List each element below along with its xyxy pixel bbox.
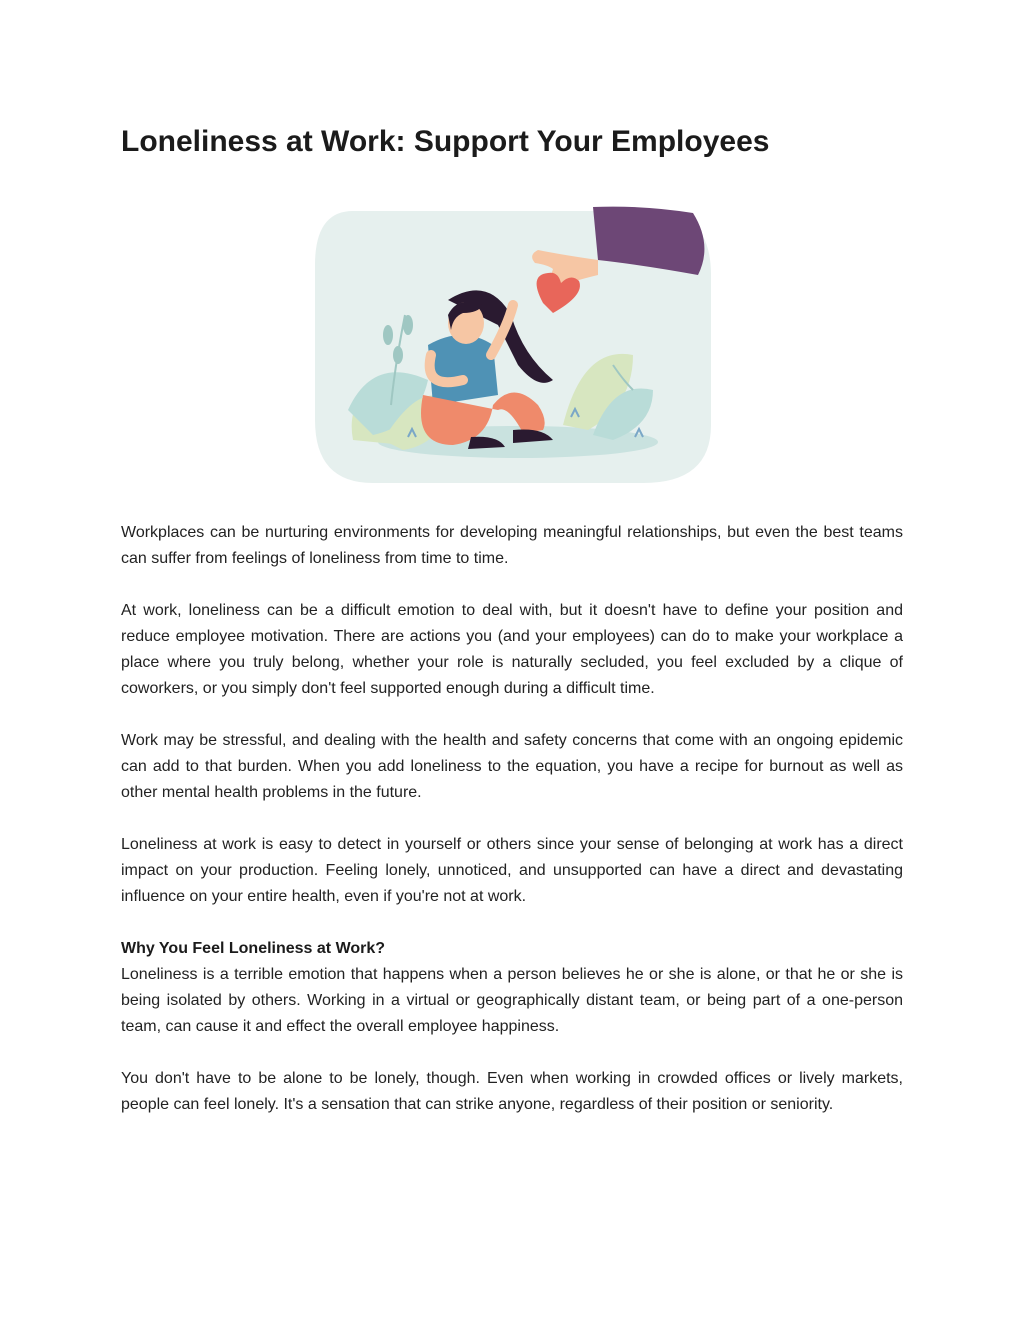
paragraph: At work, loneliness can be a difficult emotion to deal with, but it doesn't have to define your position and reduce employee motivation. There are actions you (and your employees) can do to make your workplace a place where you truly belong, whether your role is naturally secluded, you feel excluded by a clique of coworkers, or you simply don't feel supported enough during a difficult time. [121,602,903,697]
document-page [121,0,903,1325]
paragraph: You don't have to be alone to be lonely, though. Even when working in crowded offices or lively markets, people can feel lonely. It's a sensation that can strike anyone, regardless of their position or seniority. [121,1070,903,1113]
article-body [121,520,903,1144]
article-title: Loneliness at Work: Support Your Employees [121,125,770,158]
paragraph: Loneliness is a terrible emotion that happens when a person believes he or she is alone, or that he or she is being isolated by others. Working in a virtual or geographically distant team, or being part of a one-person team, can cause it and effect the overall employee happiness. [121,966,903,1035]
paragraph: Workplaces can be nurturing environments for developing meaningful relationships, but even the best teams can suffer from feelings of loneliness from time to time. [121,524,903,567]
section-heading: Why You Feel Loneliness at Work? [121,940,386,957]
paragraph: Work may be stressful, and dealing with the health and safety concerns that come with an ongoing epidemic can add to that burden. When you add loneliness to the equation, you have a recipe for burnout as well as other mental health problems in the future. [121,732,903,801]
paragraph: Loneliness at work is easy to detect in yourself or others since your sense of belonging at work has a direct impact on your production. Feeling lonely, unnoticed, and unsupported can have a direct and devastating influence on your entire health, even if you're not at work. [121,836,903,905]
loneliness-illustration-icon [313,205,713,487]
